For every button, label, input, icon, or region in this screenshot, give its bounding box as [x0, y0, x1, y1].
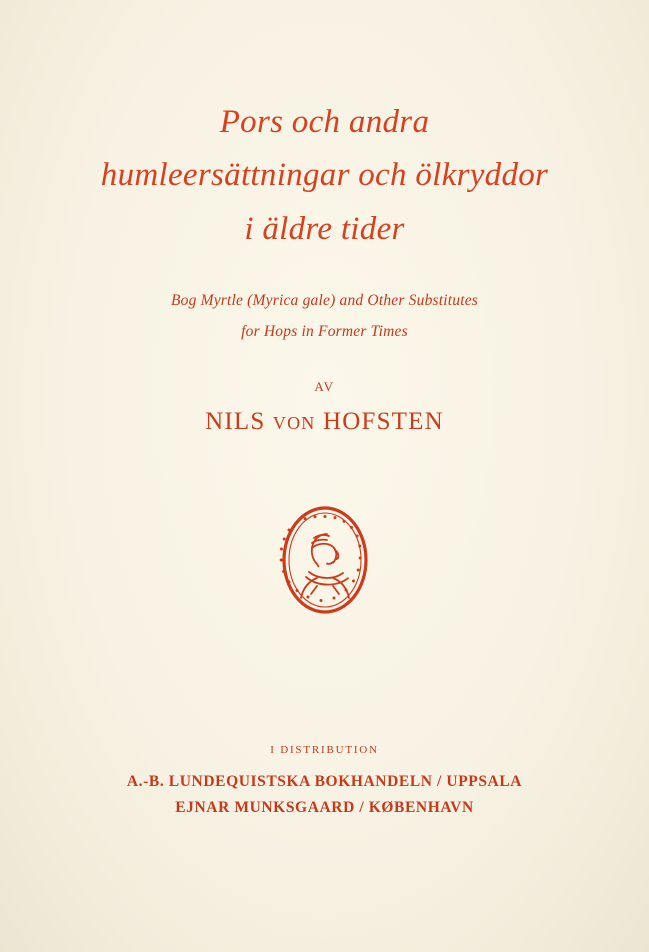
author-last-name: HOFSTEN	[322, 407, 444, 435]
publisher-line-2: EJNAR MUNKSGAARD / KØBENHAVN	[175, 799, 474, 817]
distribution-label: I DISTRIBUTION	[270, 743, 379, 756]
imprint-block	[0, 744, 649, 822]
subtitle-line-2: for Hops in Former Times	[241, 322, 408, 340]
page-subtitle	[0, 286, 649, 346]
title-line-3: i äldre tider	[244, 210, 405, 247]
oval-portrait-seal-icon	[265, 498, 385, 622]
title-line-2: humleersättningar och ölkryddor	[100, 157, 549, 194]
page-title	[0, 96, 649, 256]
author-name	[0, 408, 649, 436]
author-particle: VON	[272, 412, 316, 433]
subtitle-line-1: Bog Myrtle (Myrica gale) and Other Substitutes	[170, 292, 479, 310]
title-line-1: Pors och andra	[219, 104, 430, 140]
author-first-name: NILS	[205, 407, 266, 435]
by-label: AV	[314, 378, 335, 394]
publisher-line-1: A.-B. LUNDEQUISTSKA BOKHANDELN / UPPSALA	[126, 772, 523, 790]
